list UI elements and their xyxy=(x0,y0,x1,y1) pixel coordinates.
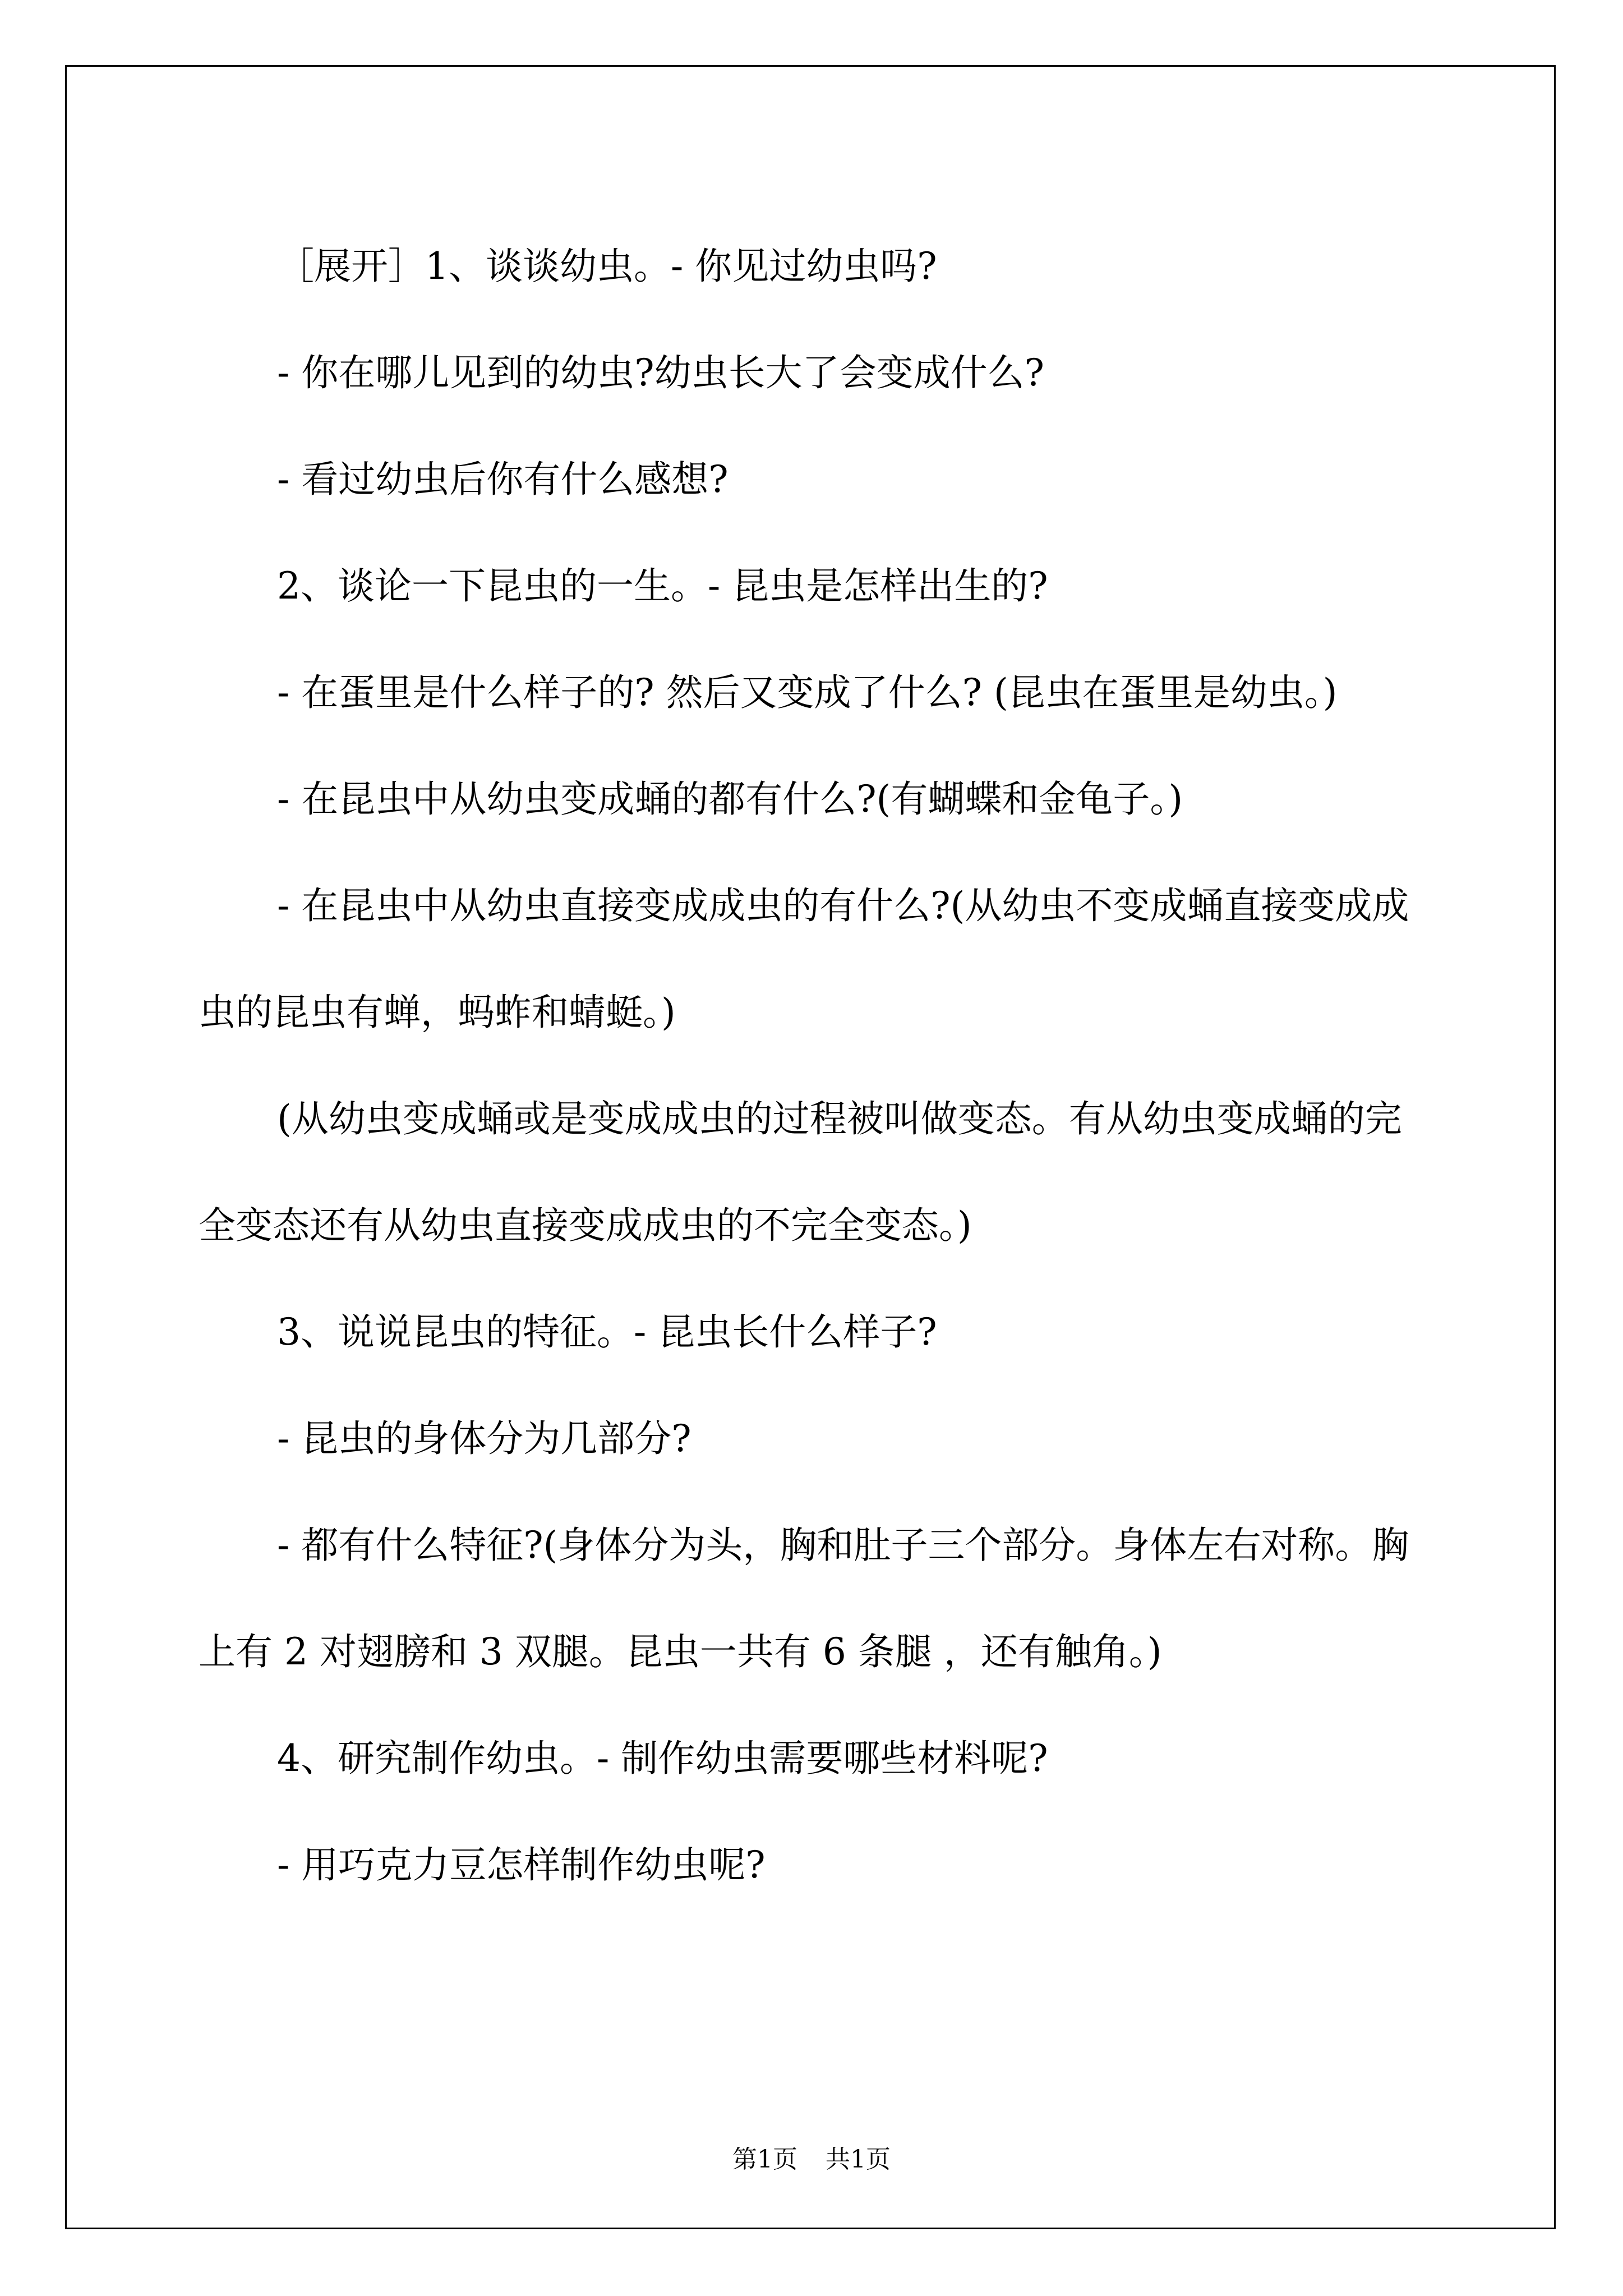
page-total: 共1页 xyxy=(826,2145,891,2174)
paragraph: - 在昆虫中从幼虫直接变成成虫的有什么?(从幼虫不变成蛹直接变成成虫的昆虫有蝉，蚂蚱和蜻蜓。) xyxy=(199,884,1409,1034)
paragraph: 3、说说昆虫的特征。- 昆虫长什么样子? xyxy=(277,1310,937,1354)
document-body xyxy=(199,213,1424,1918)
paragraph: - 都有什么特征?(身体分为头，胸和肚子三个部分。身体左右对称。胸上有 2 对翅膀和 3 双腿。昆虫一共有 6 条腿 ，还有触角。) xyxy=(199,1524,1409,1673)
paragraph: ［展开］1、谈谈幼虫。- 你见过幼虫吗? xyxy=(277,245,937,288)
paragraph: - 昆虫的身体分为几部分? xyxy=(277,1417,691,1460)
paragraph: 4、研究制作幼虫。- 制作幼虫需要哪些材料呢? xyxy=(277,1737,1048,1780)
paragraph: - 你在哪儿见到的幼虫?幼虫长大了会变成什么? xyxy=(277,351,1045,394)
page-number: 第1页 xyxy=(732,2145,797,2174)
paragraph: (从幼虫变成蛹或是变成成虫的过程被叫做变态。有从幼虫变成蛹的完全变态还有从幼虫直接变成成虫的不完全变态。) xyxy=(199,1097,1402,1247)
paragraph: - 在蛋里是什么样子的? 然后又变成了什么? (昆虫在蛋里是幼虫。) xyxy=(277,671,1338,714)
paragraph: 2、谈论一下昆虫的一生。- 昆虫是怎样出生的? xyxy=(277,564,1048,608)
paragraph: - 在昆虫中从幼虫变成蛹的都有什么?(有蝴蝶和金龟子。) xyxy=(277,777,1183,821)
paragraph: - 用巧克力豆怎样制作幼虫呢? xyxy=(277,1843,766,1887)
page-footer xyxy=(0,2143,1623,2177)
paragraph: - 看过幼虫后你有什么感想? xyxy=(277,458,728,501)
